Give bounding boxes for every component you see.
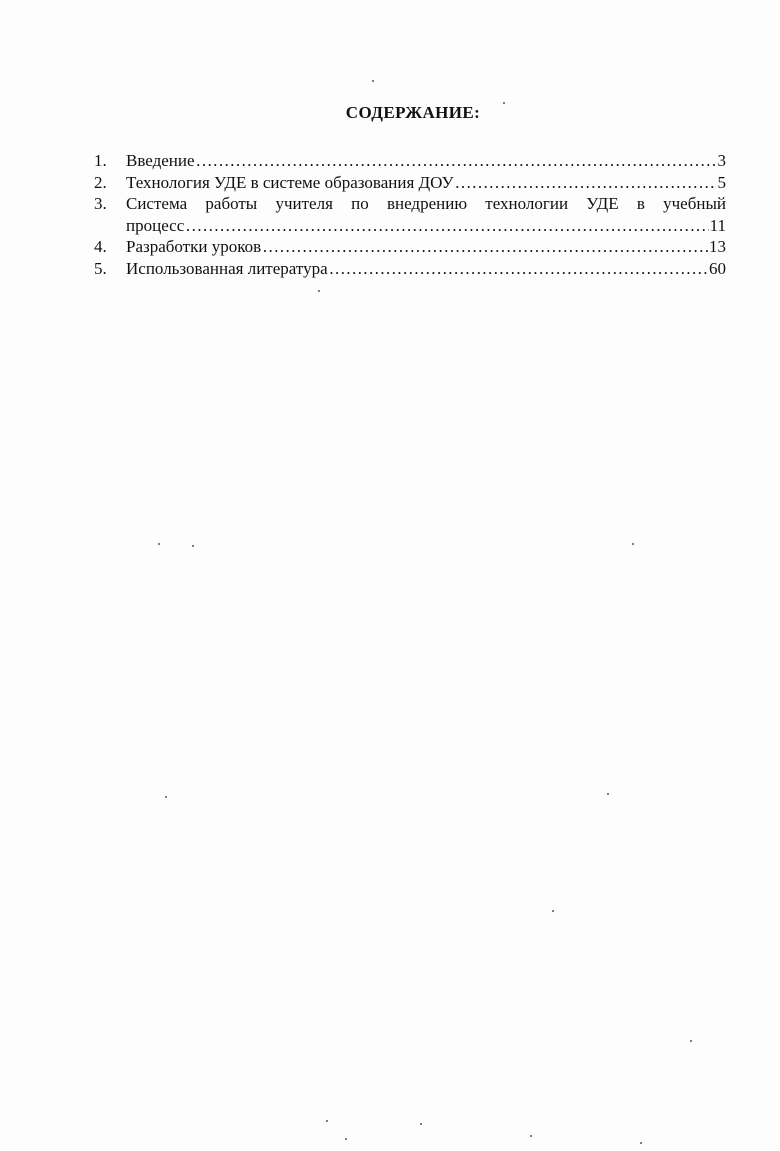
scan-speck xyxy=(372,80,374,82)
toc-entry-page: 11 xyxy=(709,215,726,235)
scan-speck xyxy=(607,793,609,795)
toc-entry-title-line1: Система работы учителя по внедрению технологии УДЕ в учебный xyxy=(126,194,726,213)
scan-speck xyxy=(632,543,634,545)
scan-speck xyxy=(640,1142,642,1144)
toc-entry-page: 13 xyxy=(709,237,726,256)
toc-entry xyxy=(94,172,726,194)
scan-speck xyxy=(345,1138,347,1140)
toc-entry-number: 3. xyxy=(94,194,107,213)
toc-entry xyxy=(94,150,726,172)
scan-speck xyxy=(690,1040,692,1042)
scan-speck xyxy=(420,1123,422,1125)
dot-leader xyxy=(185,215,708,237)
scan-speck xyxy=(165,796,167,798)
scan-speck xyxy=(318,290,320,292)
scan-speck xyxy=(552,910,554,912)
toc-entry xyxy=(94,193,726,236)
page-title: СОДЕРЖАНИЕ: xyxy=(345,103,481,122)
table-of-contents xyxy=(94,150,726,279)
toc-entry-title: Введение xyxy=(126,151,195,170)
toc-entry-number: 5. xyxy=(94,258,107,278)
scan-speck xyxy=(326,1120,328,1122)
toc-entry-title: Разработки уроков xyxy=(126,237,262,256)
dot-leader xyxy=(329,258,708,280)
dot-leader xyxy=(262,236,708,258)
toc-entry-number: 1. xyxy=(94,151,107,170)
dot-leader xyxy=(454,172,716,194)
toc-entry-number: 2. xyxy=(94,172,107,192)
toc-entry-page: 5 xyxy=(717,172,726,192)
toc-entry-number: 4. xyxy=(94,237,107,256)
toc-entry-title-line2: процесс xyxy=(126,215,185,235)
toc-entry xyxy=(94,236,726,258)
scan-speck xyxy=(530,1135,532,1137)
scan-speck xyxy=(503,102,505,104)
toc-entry xyxy=(94,258,726,280)
toc-entry-title: Технология УДЕ в системе образования ДОУ xyxy=(126,172,454,192)
scan-speck xyxy=(192,545,194,547)
toc-entry-title: Использованная литература xyxy=(126,258,328,278)
toc-entry-page: 3 xyxy=(717,151,726,170)
dot-leader xyxy=(196,150,717,172)
scan-speck xyxy=(158,543,160,545)
toc-entry-page: 60 xyxy=(709,258,726,278)
